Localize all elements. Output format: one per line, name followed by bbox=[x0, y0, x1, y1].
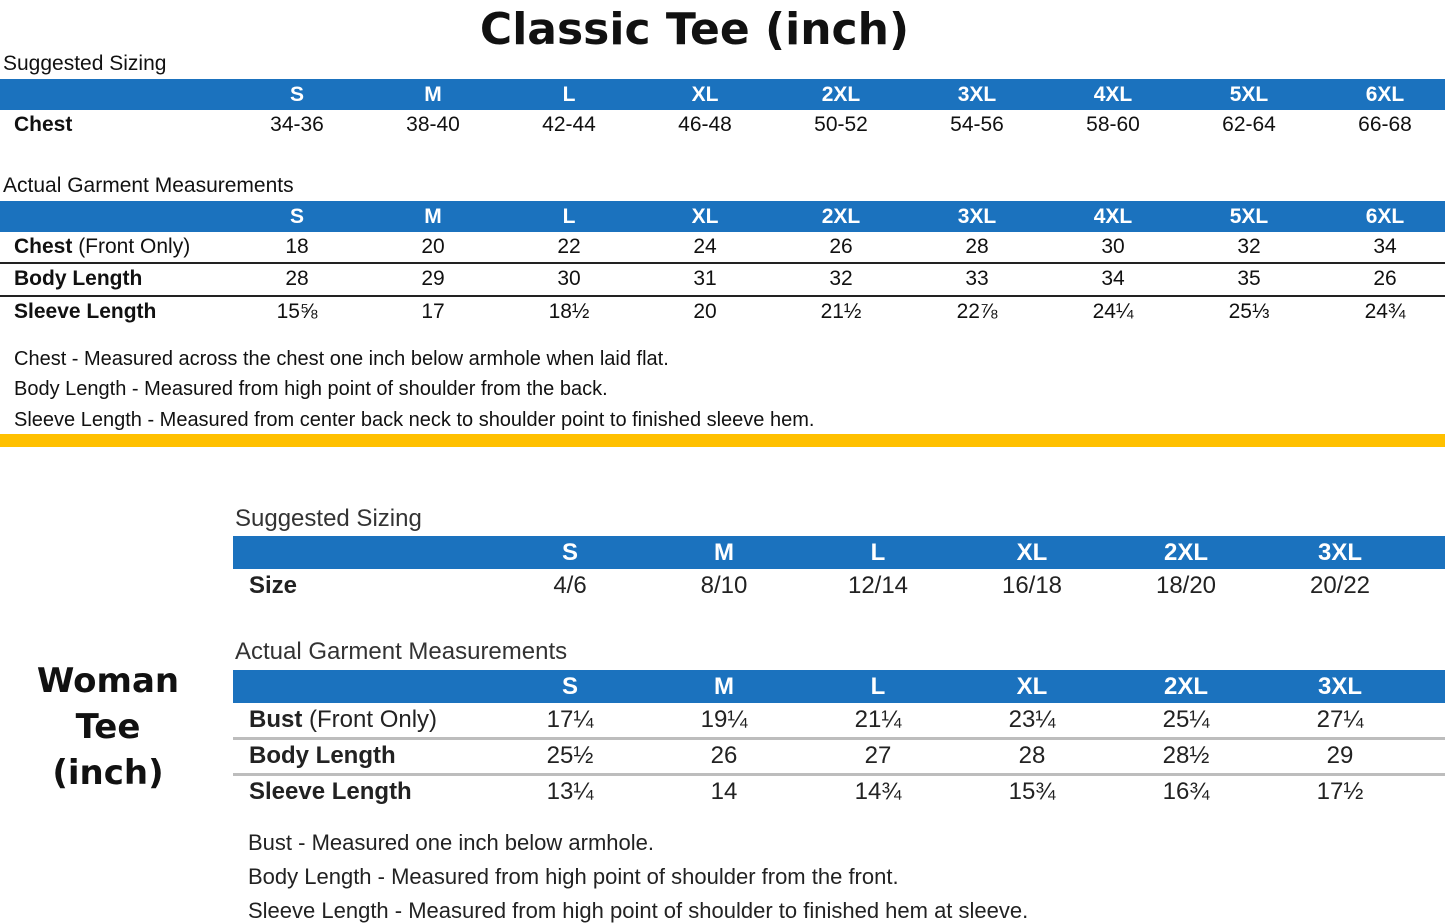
table-cell: 17¼ bbox=[546, 706, 594, 733]
table-cell: 25⅓ bbox=[1228, 300, 1270, 323]
table-row bbox=[233, 742, 1445, 772]
woman-suggested-header bbox=[233, 536, 1445, 569]
woman-title-line1: Woman Tee bbox=[36, 661, 180, 747]
table-cell: 24¼ bbox=[1092, 300, 1134, 323]
size-col-header: 6XL bbox=[1365, 83, 1405, 106]
classic-suggested-header bbox=[0, 79, 1445, 110]
size-col-header: 4XL bbox=[1093, 83, 1133, 106]
size-col-header: 5XL bbox=[1229, 205, 1269, 228]
table-row bbox=[233, 706, 1445, 736]
size-col-header: 2XL bbox=[821, 205, 861, 228]
size-col-header: 2XL bbox=[1163, 673, 1209, 700]
table-cell: 20/22 bbox=[1309, 572, 1371, 599]
table-cell: 62-64 bbox=[1222, 113, 1276, 136]
woman-title bbox=[0, 658, 216, 796]
note-body-length: Body Length - Measured from high point of shoulder from the front. bbox=[248, 864, 899, 889]
note-chest: Chest - Measured across the chest one inch below armhole when laid flat. bbox=[14, 348, 669, 370]
size-col-header: S bbox=[561, 673, 579, 700]
size-col-header: XL bbox=[691, 205, 719, 228]
table-cell: 50-52 bbox=[814, 113, 868, 136]
table-cell: 20 bbox=[421, 235, 445, 258]
row-label: Chest (Front Only) bbox=[14, 235, 191, 258]
table-cell: 26 bbox=[829, 235, 853, 258]
table-cell: 20 bbox=[693, 300, 717, 323]
size-col-header: 6XL bbox=[1365, 205, 1405, 228]
classic-actual-header bbox=[0, 201, 1445, 232]
table-cell: 28 bbox=[285, 267, 309, 290]
table-row bbox=[0, 300, 1445, 328]
table-cell: 46-48 bbox=[678, 113, 732, 136]
table-cell: 29 bbox=[421, 267, 445, 290]
table-cell: 24 bbox=[693, 235, 717, 258]
row-label: Sleeve Length bbox=[14, 300, 157, 323]
size-col-header: L bbox=[562, 83, 576, 106]
classic-suggested-label: Suggested Sizing bbox=[3, 52, 167, 75]
table-cell: 32 bbox=[1237, 235, 1261, 258]
table-row bbox=[233, 572, 1445, 602]
woman-suggested-label: Suggested Sizing bbox=[235, 505, 422, 532]
table-cell: 66-68 bbox=[1358, 113, 1412, 136]
table-cell: 30 bbox=[557, 267, 581, 290]
size-col-header: M bbox=[714, 673, 734, 700]
woman-actual-header bbox=[233, 670, 1445, 703]
note-sleeve-length: Sleeve Length - Measured from center back neck to shoulder point to finished sleeve hem. bbox=[14, 409, 815, 431]
row-divider bbox=[233, 773, 1445, 776]
table-cell: 18½ bbox=[548, 300, 590, 323]
table-cell: 14¾ bbox=[854, 778, 902, 805]
table-cell: 34 bbox=[1373, 235, 1397, 258]
row-label: Chest bbox=[14, 113, 73, 136]
table-cell: 34-36 bbox=[270, 113, 324, 136]
size-col-header: L bbox=[870, 673, 886, 700]
section-divider bbox=[0, 434, 1445, 447]
table-cell: 25¼ bbox=[1162, 706, 1210, 733]
table-row bbox=[0, 113, 1445, 141]
table-cell: 26 bbox=[710, 742, 738, 769]
table-cell: 18/20 bbox=[1155, 572, 1217, 599]
size-col-header: 5XL bbox=[1229, 83, 1269, 106]
table-cell: 33 bbox=[965, 267, 989, 290]
size-col-header: 3XL bbox=[957, 83, 997, 106]
size-col-header: 3XL bbox=[1317, 539, 1363, 566]
table-cell: 32 bbox=[829, 267, 853, 290]
table-cell: 29 bbox=[1326, 742, 1354, 769]
woman-title-line2: (inch) bbox=[52, 753, 164, 793]
table-cell: 15¾ bbox=[1008, 778, 1056, 805]
table-cell: 21¼ bbox=[854, 706, 902, 733]
woman-actual-label: Actual Garment Measurements bbox=[235, 638, 568, 665]
size-col-header: M bbox=[714, 539, 734, 566]
table-cell: 31 bbox=[693, 267, 717, 290]
classic-actual-label: Actual Garment Measurements bbox=[3, 174, 294, 197]
table-cell: 42-44 bbox=[542, 113, 596, 136]
size-col-header: XL bbox=[1016, 539, 1048, 566]
table-cell: 4/6 bbox=[553, 572, 587, 599]
classic-title: Classic Tee (inch) bbox=[479, 4, 910, 55]
row-label: Body Length bbox=[249, 742, 396, 769]
table-cell: 28 bbox=[965, 235, 989, 258]
table-cell: 27 bbox=[864, 742, 892, 769]
note-bust: Bust - Measured one inch below armhole. bbox=[248, 830, 654, 855]
table-cell: 54-56 bbox=[950, 113, 1004, 136]
note-sleeve-length: Sleeve Length - Measured from high point of shoulder to finished hem at sleeve. bbox=[248, 898, 1029, 923]
table-cell: 17½ bbox=[1316, 778, 1364, 805]
table-cell: 21½ bbox=[820, 300, 862, 323]
row-label: Bust (Front Only) bbox=[249, 706, 438, 733]
table-cell: 17 bbox=[421, 300, 445, 323]
table-cell: 8/10 bbox=[700, 572, 748, 599]
table-row bbox=[233, 778, 1445, 808]
table-cell: 24¾ bbox=[1364, 300, 1406, 323]
size-col-header: S bbox=[289, 205, 305, 228]
row-label: Sleeve Length bbox=[249, 778, 412, 805]
table-cell: 58-60 bbox=[1086, 113, 1140, 136]
size-col-header: L bbox=[562, 205, 576, 228]
table-cell: 34 bbox=[1101, 267, 1125, 290]
size-col-header: XL bbox=[1016, 673, 1048, 700]
table-cell: 16¾ bbox=[1162, 778, 1210, 805]
table-cell: 16/18 bbox=[1001, 572, 1063, 599]
row-divider bbox=[233, 737, 1445, 740]
row-divider bbox=[0, 295, 1445, 297]
table-cell: 28½ bbox=[1162, 742, 1210, 769]
table-row bbox=[0, 267, 1445, 295]
size-col-header: S bbox=[289, 83, 305, 106]
row-label: Size bbox=[249, 572, 298, 599]
table-cell: 19¼ bbox=[700, 706, 748, 733]
table-cell: 12/14 bbox=[847, 572, 909, 599]
row-divider bbox=[0, 262, 1445, 264]
table-cell: 25½ bbox=[546, 742, 594, 769]
table-cell: 23¼ bbox=[1008, 706, 1056, 733]
size-col-header: S bbox=[561, 539, 579, 566]
table-cell: 13¼ bbox=[546, 778, 594, 805]
table-cell: 14 bbox=[710, 778, 738, 805]
table-cell: 15⅝ bbox=[276, 300, 318, 323]
table-cell: 30 bbox=[1101, 235, 1125, 258]
size-col-header: XL bbox=[691, 83, 719, 106]
size-col-header: M bbox=[424, 83, 442, 106]
size-col-header: 4XL bbox=[1093, 205, 1133, 228]
table-cell: 28 bbox=[1018, 742, 1046, 769]
size-col-header: L bbox=[870, 539, 886, 566]
size-col-header: 3XL bbox=[1317, 673, 1363, 700]
note-body-length: Body Length - Measured from high point of shoulder from the back. bbox=[14, 378, 608, 400]
size-col-header: M bbox=[424, 205, 442, 228]
table-cell: 38-40 bbox=[406, 113, 460, 136]
size-col-header: 3XL bbox=[957, 205, 997, 228]
table-cell: 26 bbox=[1373, 267, 1397, 290]
table-cell: 27¼ bbox=[1316, 706, 1364, 733]
table-cell: 22⅞ bbox=[956, 300, 998, 323]
row-label: Body Length bbox=[14, 267, 143, 290]
table-cell: 22 bbox=[557, 235, 581, 258]
size-col-header: 2XL bbox=[821, 83, 861, 106]
table-row bbox=[0, 235, 1445, 263]
table-cell: 35 bbox=[1237, 267, 1261, 290]
table-cell: 18 bbox=[285, 235, 309, 258]
size-col-header: 2XL bbox=[1163, 539, 1209, 566]
